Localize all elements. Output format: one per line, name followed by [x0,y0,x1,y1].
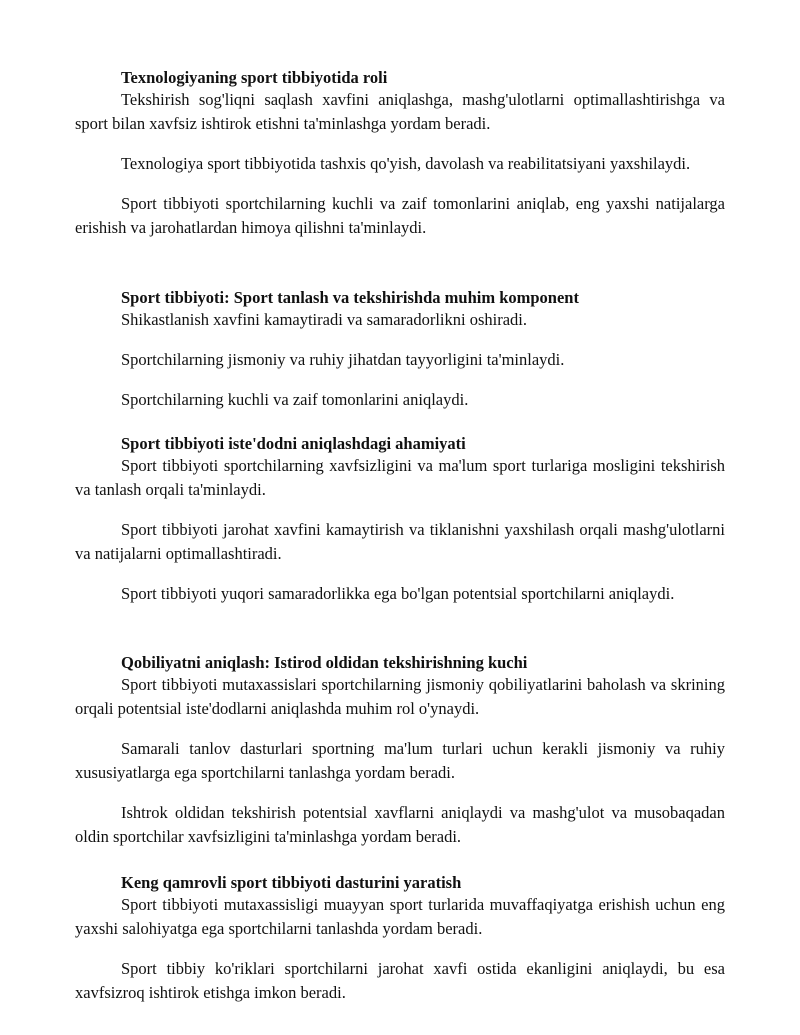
paragraph: Sport tibbiyoti yuqori samaradorlikka ega bo'lgan potentsial sportchilarni aniqlaydi. [121,584,675,603]
section-technology-role [75,70,725,240]
paragraph: Tekshirish sog'liqni saqlash xavfini aniqlashga, mashg'ulotlarni optimallashtirishga va sport bilan xavfsiz ishtirok etishni ta'minlashga yordam beradi. [75,90,725,133]
section-heading: Sport tibbiyoti: Sport tanlash va tekshirishda muhim komponent [121,288,579,307]
paragraph: Sport tibbiyoti sportchilarning kuchli va zaif tomonlarini aniqlab, eng yaxshi natijalarga erishish va jarohatlardan himoya qilishni ta'minlaydi. [75,194,725,237]
section-pre-participation-screening [75,655,725,849]
section-talent-identification [75,436,725,606]
section-sport-selection [75,290,725,412]
paragraph: Sportchilarning jismoniy va ruhiy jihatdan tayyorligini ta'minlaydi. [121,350,565,369]
paragraph: Sport tibbiyoti mutaxassisligi muayyan sport turlarida muvaffaqiyatga erishish uchun eng yaxshi salohiyatga ega sportchilarni tanlashda yordam beradi. [75,895,725,938]
section-heading: Qobiliyatni aniqlash: Istirod oldidan tekshirishning kuchi [121,653,528,672]
section-heading: Texnologiyaning sport tibbiyotida roli [121,68,388,87]
paragraph: Sport tibbiyoti sportchilarning xavfsizligini va ma'lum sport turlariga mosligini tekshirish va tanlash orqali ta'minlaydi. [75,456,725,499]
paragraph: Sport tibbiyoti jarohat xavfini kamaytirish va tiklanishni yaxshilash orqali mashg'ulotlarni va natijalarni optimallashtiradi. [75,520,725,563]
paragraph: Shikastlanish xavfini kamaytiradi va samaradorlikni oshiradi. [121,310,527,329]
section-heading: Keng qamrovli sport tibbiyoti dasturini yaratish [121,873,462,892]
paragraph: Ishtrok oldidan tekshirish potentsial xavflarni aniqlaydi va mashg'ulot va musobaqadan oldin sportchilar xavfsizligini ta'minlashga yordam beradi. [75,803,725,846]
paragraph: Sportchilarning kuchli va zaif tomonlarini aniqlaydi. [121,390,469,409]
paragraph: Sport tibbiyoti mutaxassislari sportchilarning jismoniy qobiliyatlarini baholash va skrining orqali potentsial iste'dodlarni aniqlashda muhim rol o'ynaydi. [75,675,725,718]
section-comprehensive-program [75,875,725,1005]
section-heading: Sport tibbiyoti iste'dodni aniqlashdagi ahamiyati [121,434,466,453]
paragraph: Texnologiya sport tibbiyotida tashxis qo'yish, davolash va reabilitatsiyani yaxshilaydi. [121,154,691,173]
paragraph: Samarali tanlov dasturlari sportning ma'lum turlari uchun kerakli jismoniy va ruhiy xususiyatlarga ega sportchilarni tanlashga yordam beradi. [75,739,725,782]
paragraph: Sport tibbiy ko'riklari sportchilarni jarohat xavfi ostida ekanligini aniqlaydi, bu esa xavfsizroq ishtirok etishga imkon beradi. [75,959,725,1002]
